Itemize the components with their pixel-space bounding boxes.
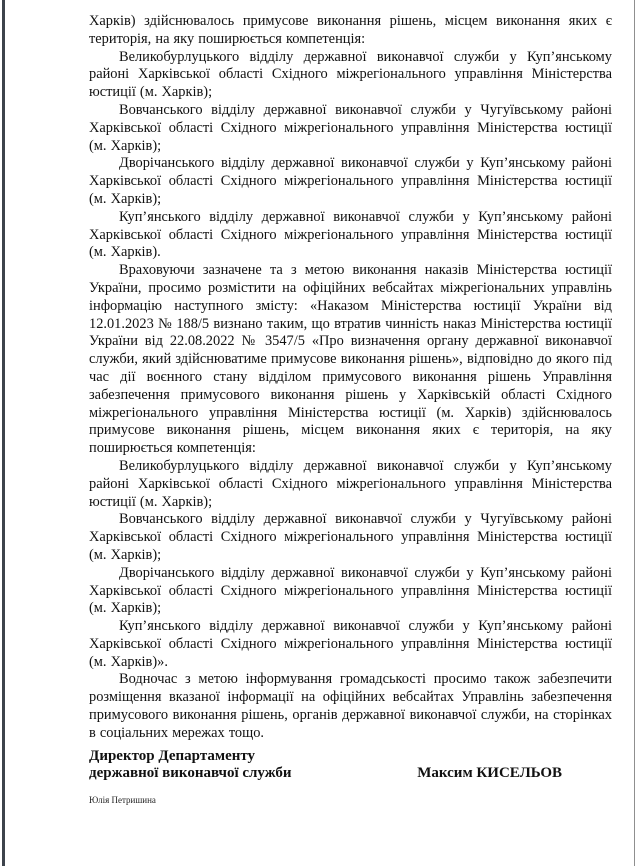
body-paragraph-closing: Водночас з метою інформування громадськості просимо також забезпечити розміщення вказаної інформації на офіційних вебсайтах Управлінь забезпечення примусового виконання рішень, органів державної виконавчої служби, на сторінках в соціальних мережах тощо. [89,671,612,741]
body-paragraph-district-4: Куп’янського відділу державної виконавчої служби у Куп’янському районі Харківської області Східного міжрегіонального управління Міністерства юстиції (м. Харків). [89,208,612,261]
letter-body [89,13,612,806]
signature-block [89,748,612,783]
body-paragraph-district-5: Великобурлуцького відділу державної виконавчої служби у Куп’янському районі Харківської області Східного міжрегіонального управління Міністерства юстиції (м. Харків); [89,457,612,510]
signer-title-line2: державної виконавчої служби [89,765,292,782]
page-right-edge [634,0,635,866]
page-left-edge [2,0,5,866]
body-paragraph-district-3: Дворічанського відділу державної виконавчої служби у Куп’янському районі Харківської області Східного міжрегіонального управління Міністерства юстиції (м. Харків); [89,155,612,207]
body-paragraph-district-2: Вовчанського відділу державної виконавчої служби у Чугуївському районі Харківської області Східного міжрегіонального управління Міністерства юстиції (м. Харків); [89,101,612,154]
signer-name: Максим КИСЕЛЬОВ [417,765,562,782]
body-paragraph-district-7: Дворічанського відділу державної виконавчої служби у Куп’янському районі Харківської області Східного міжрегіонального управління Міністерства юстиції (м. Харків); [89,564,612,617]
signer-title [89,748,292,783]
executor-note: Юлія Петришина [89,794,156,805]
body-paragraph-district-1: Великобурлуцького відділу державної виконавчої служби у Куп’янському районі Харківської області Східного міжрегіонального управління Міністерства юстиції (м. Харків); [89,48,612,101]
signer-title-line1: Директор Департаменту [89,747,256,764]
body-paragraph-continuation: Харків) здійснювалось примусове виконання рішень, місцем виконання яких є територія, на яку поширюється компетенція: [89,13,612,47]
body-paragraph-district-8: Куп’янського відділу державної виконавчої служби у Куп’янському районі Харківської області Східного міжрегіонального управління Міністерства юстиції (м. Харків)». [89,618,612,670]
body-paragraph-order-quote: Враховуючи зазначене та з метою виконання наказів Міністерства юстиції України, просимо розмістити на офіційних вебсайтах міжрегіональних управлінь інформацію наступного змісту: «Наказом Міністерства юстиції України від 12.01.2023 № 188/5 визнано таким, що втратив чинність наказ Міністерства юстиції України від 22.08.2022 № 3547/5 «Про визначення органу державної виконавчої служби, який здійснюватиме примусове виконання рішень», відповідно до якого під час дії воєнного стану відділом примусового виконання рішень Управління забезпечення примусового виконання рішень у Харківській області Східного міжрегіонального управління Міністерства юстиції (м. Харків) здійснювалось примусове виконання рішень, місцем виконання яких є територія, на яку поширюється компетенція: [89,262,612,457]
body-paragraph-district-6: Вовчанського відділу державної виконавчої служби у Чугуївському районі Харківської області Східного міжрегіонального управління Міністерства юстиції (м. Харків); [89,511,612,563]
